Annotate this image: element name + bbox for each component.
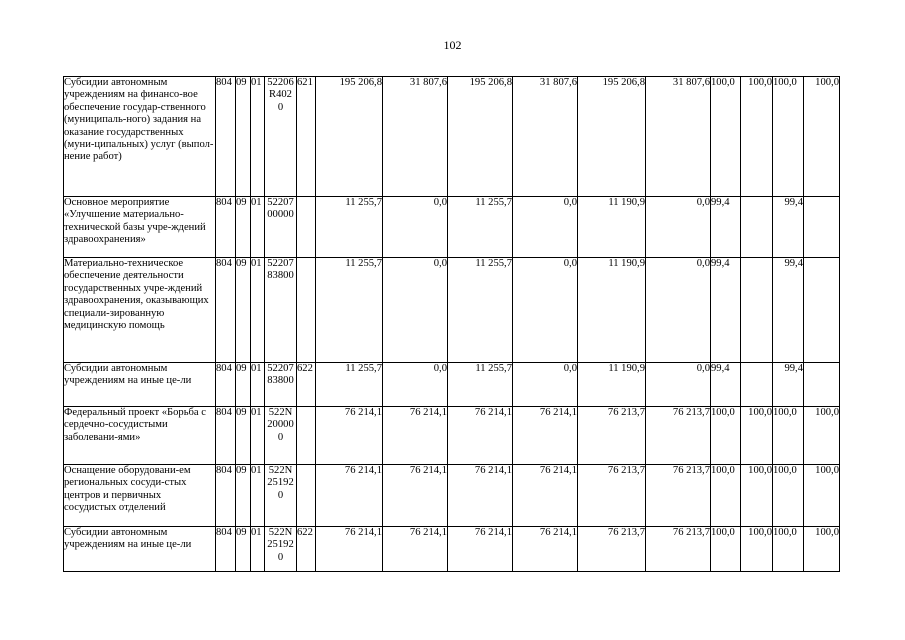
value-6: 76 213,7 — [646, 465, 711, 527]
percent-4: 100,0 — [804, 77, 840, 197]
value-2: 31 807,6 — [383, 77, 448, 197]
value-3: 11 255,7 — [448, 363, 513, 407]
section-code: 09 — [236, 527, 251, 572]
percent-1: 100,0 — [711, 465, 741, 527]
row-name: Федеральный проект «Борьба с сердечно-сосудистыми заболевани-ями» — [64, 407, 216, 465]
percent-3: 99,4 — [773, 197, 804, 258]
row-name: Оснащение оборудовани-ем региональных сосуди-стых центров и первичных сосудистых отделений — [64, 465, 216, 527]
percent-4: 100,0 — [804, 465, 840, 527]
value-3: 11 255,7 — [448, 258, 513, 363]
value-5: 76 213,7 — [578, 407, 646, 465]
value-2: 0,0 — [383, 258, 448, 363]
percent-2: 100,0 — [741, 465, 773, 527]
value-5: 11 190,9 — [578, 258, 646, 363]
target-article-code: 522N 25192 0 — [265, 465, 297, 527]
percent-3: 99,4 — [773, 363, 804, 407]
expense-type-code — [297, 465, 316, 527]
expense-type-code: 622 — [297, 527, 316, 572]
value-2: 76 214,1 — [383, 527, 448, 572]
value-1: 76 214,1 — [316, 407, 383, 465]
value-3: 76 214,1 — [448, 527, 513, 572]
percent-3: 100,0 — [773, 77, 804, 197]
value-6: 76 213,7 — [646, 527, 711, 572]
value-4: 31 807,6 — [513, 77, 578, 197]
value-4: 76 214,1 — [513, 407, 578, 465]
expense-type-code — [297, 197, 316, 258]
subsection-code: 01 — [251, 407, 265, 465]
value-1: 76 214,1 — [316, 527, 383, 572]
percent-2 — [741, 197, 773, 258]
value-1: 76 214,1 — [316, 465, 383, 527]
section-code: 09 — [236, 197, 251, 258]
value-1: 11 255,7 — [316, 258, 383, 363]
section-code: 09 — [236, 363, 251, 407]
percent-4: 100,0 — [804, 527, 840, 572]
row-name: Субсидии автономным учреждениям на финансо-вое обеспечение государ-ственного (муниципаль-ного) задания на оказание государственных (муни-ципальных) услуг (выпол-нение работ) — [64, 77, 216, 197]
percent-4 — [804, 258, 840, 363]
grbs-code: 804 — [216, 77, 236, 197]
subsection-code: 01 — [251, 77, 265, 197]
percent-3: 100,0 — [773, 407, 804, 465]
value-2: 76 214,1 — [383, 465, 448, 527]
section-code: 09 — [236, 407, 251, 465]
row-name: Субсидии автономным учреждениям на иные це-ли — [64, 363, 216, 407]
target-article-code: 52207 00000 — [265, 197, 297, 258]
percent-4 — [804, 197, 840, 258]
value-5: 11 190,9 — [578, 363, 646, 407]
value-6: 31 807,6 — [646, 77, 711, 197]
value-6: 0,0 — [646, 197, 711, 258]
target-article-code: 52207 83800 — [265, 258, 297, 363]
value-4: 76 214,1 — [513, 465, 578, 527]
target-article-code: 522N 20000 0 — [265, 407, 297, 465]
percent-2 — [741, 363, 773, 407]
page-number: 102 — [443, 38, 462, 52]
grbs-code: 804 — [216, 527, 236, 572]
subsection-code: 01 — [251, 527, 265, 572]
target-article-code: 522N 25192 0 — [265, 527, 297, 572]
table-row — [64, 407, 840, 465]
table-row — [64, 77, 840, 197]
value-1: 195 206,8 — [316, 77, 383, 197]
target-article-code: 52206 R402 0 — [265, 77, 297, 197]
grbs-code: 804 — [216, 363, 236, 407]
value-3: 11 255,7 — [448, 197, 513, 258]
value-2: 0,0 — [383, 363, 448, 407]
value-6: 0,0 — [646, 258, 711, 363]
percent-1: 100,0 — [711, 407, 741, 465]
expense-type-code — [297, 258, 316, 363]
percent-2: 100,0 — [741, 407, 773, 465]
target-article-code: 52207 83800 — [265, 363, 297, 407]
subsection-code: 01 — [251, 258, 265, 363]
grbs-code: 804 — [216, 407, 236, 465]
table-row — [64, 527, 840, 572]
section-code: 09 — [236, 258, 251, 363]
value-2: 0,0 — [383, 197, 448, 258]
percent-1: 100,0 — [711, 527, 741, 572]
value-4: 76 214,1 — [513, 527, 578, 572]
percent-3: 99,4 — [773, 258, 804, 363]
value-1: 11 255,7 — [316, 363, 383, 407]
section-code: 09 — [236, 77, 251, 197]
row-name: Субсидии автономным учреждениям на иные це-ли — [64, 527, 216, 572]
value-4: 0,0 — [513, 363, 578, 407]
percent-1: 99,4 — [711, 258, 741, 363]
expense-type-code: 621 — [297, 77, 316, 197]
percent-2: 100,0 — [741, 77, 773, 197]
row-name: Основное мероприятие «Улучшение материально-технической базы учре-ждений здравоохранения» — [64, 197, 216, 258]
table-body — [64, 77, 840, 572]
value-3: 76 214,1 — [448, 407, 513, 465]
expense-type-code — [297, 407, 316, 465]
table-row — [64, 258, 840, 363]
percent-1: 100,0 — [711, 77, 741, 197]
percent-4 — [804, 363, 840, 407]
percent-2 — [741, 258, 773, 363]
percent-3: 100,0 — [773, 465, 804, 527]
grbs-code: 804 — [216, 197, 236, 258]
table-row — [64, 197, 840, 258]
expense-type-code: 622 — [297, 363, 316, 407]
value-6: 76 213,7 — [646, 407, 711, 465]
value-3: 76 214,1 — [448, 465, 513, 527]
table-row — [64, 363, 840, 407]
value-3: 195 206,8 — [448, 77, 513, 197]
percent-1: 99,4 — [711, 197, 741, 258]
value-2: 76 214,1 — [383, 407, 448, 465]
value-5: 76 213,7 — [578, 527, 646, 572]
subsection-code: 01 — [251, 363, 265, 407]
subsection-code: 01 — [251, 197, 265, 258]
value-5: 11 190,9 — [578, 197, 646, 258]
value-6: 0,0 — [646, 363, 711, 407]
subsection-code: 01 — [251, 465, 265, 527]
value-4: 0,0 — [513, 197, 578, 258]
grbs-code: 804 — [216, 465, 236, 527]
percent-2: 100,0 — [741, 527, 773, 572]
percent-3: 100,0 — [773, 527, 804, 572]
row-name: Материально-техническое обеспечение деятельности государственных учре-ждений здравоохранения, оказывающих специали-зированную медицинскую помощь — [64, 258, 216, 363]
grbs-code: 804 — [216, 258, 236, 363]
percent-4: 100,0 — [804, 407, 840, 465]
budget-table — [63, 76, 840, 572]
value-5: 195 206,8 — [578, 77, 646, 197]
value-4: 0,0 — [513, 258, 578, 363]
percent-1: 99,4 — [711, 363, 741, 407]
value-1: 11 255,7 — [316, 197, 383, 258]
value-5: 76 213,7 — [578, 465, 646, 527]
table-row — [64, 465, 840, 527]
section-code: 09 — [236, 465, 251, 527]
